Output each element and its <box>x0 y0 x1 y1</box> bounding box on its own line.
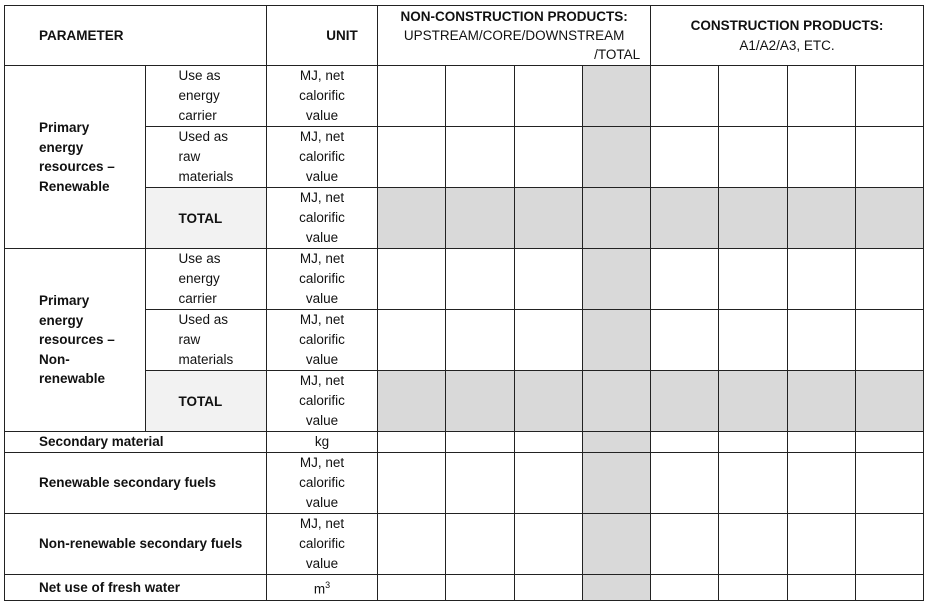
table-row <box>5 432 924 453</box>
total-cell[interactable] <box>582 453 650 514</box>
value-cell[interactable] <box>787 127 855 188</box>
total-cell[interactable] <box>514 371 582 432</box>
total-cell[interactable] <box>582 310 650 371</box>
table-wrapper <box>4 5 924 601</box>
header-construction <box>651 6 924 66</box>
group-label-renewable: Primary energy resources – Renewable <box>5 66 146 249</box>
header-non-construction-title: NON-CONSTRUCTION PRODUCTS: <box>400 9 628 24</box>
value-cell[interactable] <box>446 575 514 601</box>
value-cell[interactable] <box>378 453 446 514</box>
value-cell[interactable] <box>787 453 855 514</box>
value-cell[interactable] <box>378 310 446 371</box>
unit-cell: MJ, net calorific value <box>266 127 377 188</box>
unit-cell: kg <box>266 432 377 453</box>
value-cell[interactable] <box>446 127 514 188</box>
value-cell[interactable] <box>651 66 719 127</box>
value-cell[interactable] <box>719 575 787 601</box>
total-cell[interactable] <box>582 249 650 310</box>
total-cell[interactable] <box>378 188 446 249</box>
header-parameter: PARAMETER <box>5 6 267 66</box>
total-cell[interactable] <box>446 371 514 432</box>
value-cell[interactable] <box>719 249 787 310</box>
value-cell[interactable] <box>651 310 719 371</box>
total-cell[interactable] <box>787 188 855 249</box>
total-cell[interactable] <box>582 575 650 601</box>
unit-cell: MJ, net calorific value <box>266 371 377 432</box>
value-cell[interactable] <box>514 575 582 601</box>
sub-label: Used as raw materials <box>146 127 266 188</box>
value-cell[interactable] <box>446 249 514 310</box>
total-cell[interactable] <box>446 188 514 249</box>
unit-cell: MJ, net calorific value <box>266 188 377 249</box>
total-cell[interactable] <box>582 188 650 249</box>
header-row <box>5 6 924 66</box>
value-cell[interactable] <box>719 453 787 514</box>
total-cell[interactable] <box>514 188 582 249</box>
sub-label-total: TOTAL <box>146 371 266 432</box>
total-cell[interactable] <box>719 188 787 249</box>
header-construction-sub: A1/A2/A3, ETC. <box>739 37 835 53</box>
total-cell[interactable] <box>719 371 787 432</box>
total-cell[interactable] <box>651 371 719 432</box>
value-cell[interactable] <box>855 575 923 601</box>
value-cell[interactable] <box>378 249 446 310</box>
value-cell[interactable] <box>719 66 787 127</box>
value-cell[interactable] <box>719 432 787 453</box>
value-cell[interactable] <box>719 514 787 575</box>
value-cell[interactable] <box>651 432 719 453</box>
value-cell[interactable] <box>446 310 514 371</box>
value-cell[interactable] <box>855 127 923 188</box>
total-cell[interactable] <box>378 371 446 432</box>
unit-cell: MJ, net calorific value <box>266 310 377 371</box>
header-unit: UNIT <box>266 6 377 66</box>
value-cell[interactable] <box>855 453 923 514</box>
value-cell[interactable] <box>446 66 514 127</box>
total-cell[interactable] <box>582 432 650 453</box>
value-cell[interactable] <box>378 66 446 127</box>
resource-use-table <box>4 5 924 601</box>
value-cell[interactable] <box>855 432 923 453</box>
value-cell[interactable] <box>787 66 855 127</box>
row-label-non-renewable-secondary-fuels: Non-renewable secondary fuels <box>5 514 267 575</box>
total-cell[interactable] <box>855 371 923 432</box>
table-row <box>5 66 924 127</box>
value-cell[interactable] <box>787 432 855 453</box>
header-non-construction-sub: UPSTREAM/CORE/DOWNSTREAM <box>403 28 625 43</box>
value-cell[interactable] <box>378 432 446 453</box>
total-cell[interactable] <box>651 188 719 249</box>
unit-superscript: 3 <box>325 580 331 590</box>
unit-text: m <box>313 581 326 597</box>
unit-cell: MJ, net calorific value <box>266 66 377 127</box>
value-cell[interactable] <box>378 127 446 188</box>
value-cell[interactable] <box>787 575 855 601</box>
value-cell[interactable] <box>514 66 582 127</box>
unit-cell: MJ, net calorific value <box>266 453 377 514</box>
value-cell[interactable] <box>855 514 923 575</box>
value-cell[interactable] <box>514 127 582 188</box>
unit-cell: MJ, net calorific value <box>266 249 377 310</box>
header-construction-title: CONSTRUCTION PRODUCTS: <box>690 17 884 33</box>
total-cell[interactable] <box>855 188 923 249</box>
unit-cell <box>266 575 377 601</box>
value-cell[interactable] <box>378 575 446 601</box>
value-cell[interactable] <box>855 310 923 371</box>
value-cell[interactable] <box>787 310 855 371</box>
value-cell[interactable] <box>787 514 855 575</box>
row-label-net-use-fresh-water: Net use of fresh water <box>5 575 267 601</box>
group-label-non-renewable: Primary energy resources – Non- renewable <box>5 249 146 432</box>
sub-label: Used as raw materials <box>146 310 266 371</box>
value-cell[interactable] <box>651 249 719 310</box>
table-row <box>5 514 924 575</box>
value-cell[interactable] <box>446 514 514 575</box>
sub-label-total: TOTAL <box>146 188 266 249</box>
value-cell[interactable] <box>651 127 719 188</box>
sub-label: Use as energy carrier <box>146 249 266 310</box>
value-cell[interactable] <box>514 249 582 310</box>
value-cell[interactable] <box>855 249 923 310</box>
value-cell[interactable] <box>446 453 514 514</box>
value-cell[interactable] <box>787 249 855 310</box>
value-cell[interactable] <box>855 66 923 127</box>
table-row <box>5 249 924 310</box>
total-cell[interactable] <box>787 371 855 432</box>
table-row <box>5 575 924 601</box>
total-cell[interactable] <box>582 514 650 575</box>
sub-label: Use as energy carrier <box>146 66 266 127</box>
total-cell[interactable] <box>582 371 650 432</box>
value-cell[interactable] <box>514 432 582 453</box>
value-cell[interactable] <box>514 453 582 514</box>
value-cell[interactable] <box>651 514 719 575</box>
table-row <box>5 453 924 514</box>
value-cell[interactable] <box>719 310 787 371</box>
unit-cell: MJ, net calorific value <box>266 514 377 575</box>
value-cell[interactable] <box>514 514 582 575</box>
value-cell[interactable] <box>446 432 514 453</box>
value-cell[interactable] <box>651 575 719 601</box>
value-cell[interactable] <box>378 514 446 575</box>
header-non-construction-sub2: /TOTAL <box>594 47 641 62</box>
value-cell[interactable] <box>514 310 582 371</box>
total-cell[interactable] <box>582 66 650 127</box>
value-cell[interactable] <box>651 453 719 514</box>
header-non-construction <box>378 6 651 66</box>
total-cell[interactable] <box>582 127 650 188</box>
row-label-secondary-material: Secondary material <box>5 432 267 453</box>
row-label-renewable-secondary-fuels: Renewable secondary fuels <box>5 453 267 514</box>
value-cell[interactable] <box>719 127 787 188</box>
